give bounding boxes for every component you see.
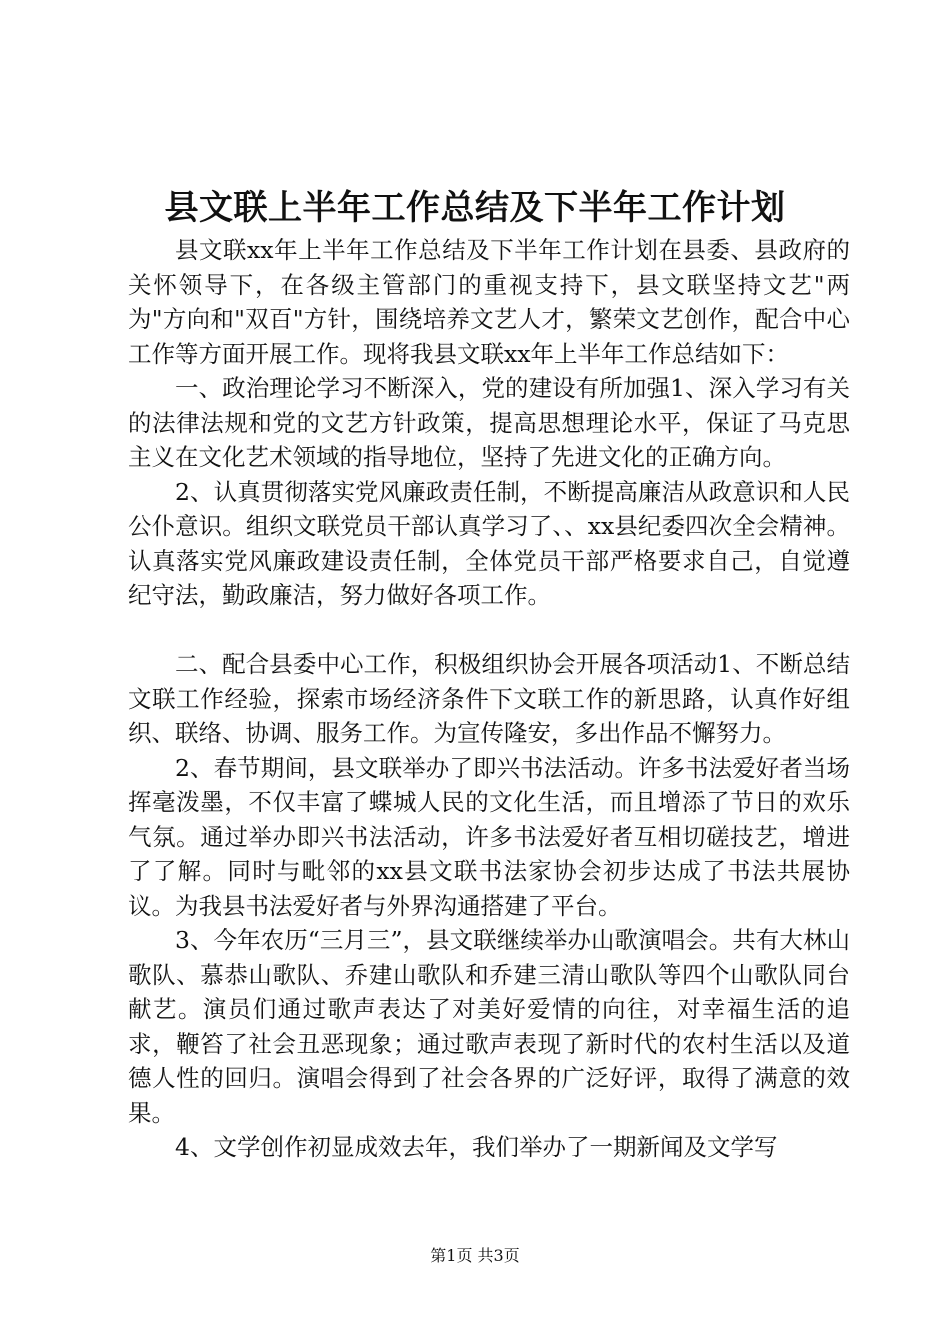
paragraph-item-2-2: 2、春节期间，县文联举办了即兴书法活动。许多书法爱好者当场挥毫泼墨，不仅丰富了蝶城人民的文化生活，而且增添了节日的欢乐气氛。通过举办即兴书法活动，许多书法爱好者互相切磋技艺，增进了了解。同时与毗邻的xx县文联书法家协会初步达成了书法共展协议。为我县书法爱好者与外界沟通搭建了平台。 (128, 753, 850, 920)
paragraph-section-2: 二、配合县委中心工作，积极组织协会开展各项活动1、不断总结文联工作经验，探索市场经济条件下文联工作的新思路，认真作好组织、联络、协调、服务工作。为宣传隆安，多出作品不懈努力。 (128, 650, 850, 747)
paragraph-section-1: 一、政治理论学习不断深入，党的建设有所加强1、深入学习有关的法律法规和党的文艺方针政策，提高思想理论水平，保证了马克思主义在文化艺术领域的指导地位，坚持了先进文化的正确方向。 (128, 374, 850, 471)
document-title: 县文联上半年工作总结及下半年工作计划 (164, 188, 786, 228)
paragraph-item-1-2: 2、认真贯彻落实党风廉政责任制，不断提高廉洁从政意识和人民公仆意识。组织文联党员干部认真学习了、、xx县纪委四次全会精神。认真落实党风廉政建设责任制，全体党员干部严格要求自己，自觉遵纪守法，勤政廉洁，努力做好各项工作。 (128, 477, 850, 609)
paragraph-item-2-4: 4、文学创作初显成效去年，我们举办了一期新闻及文学写 (175, 1133, 778, 1161)
page-number-footer: 第1页 共3页 (430, 1246, 520, 1265)
paragraph-item-2-3: 3、今年农历“三月三”，县文联继续举办山歌演唱会。共有大林山歌队、慕恭山歌队、乔建山歌队和乔建三清山歌队等四个山歌队同台献艺。演员们通过歌声表达了对美好爱情的向往，对幸福生活的追求，鞭笞了社会丑恶现象；通过歌声表现了新时代的农村生活以及道德人性的回归。演唱会得到了社会各界的广泛好评，取得了满意的效果。 (128, 926, 850, 1127)
paragraph-intro: 县文联xx年上半年工作总结及下半年工作计划在县委、县政府的关怀领导下，在各级主管部门的重视支持下，县文联坚持文艺"两为"方向和"双百"方针，围绕培养文艺人才，繁荣文艺创作，配合中心工作等方面开展工作。现将我县文联xx年上半年工作总结如下： (128, 236, 850, 368)
document-body (128, 233, 850, 1165)
